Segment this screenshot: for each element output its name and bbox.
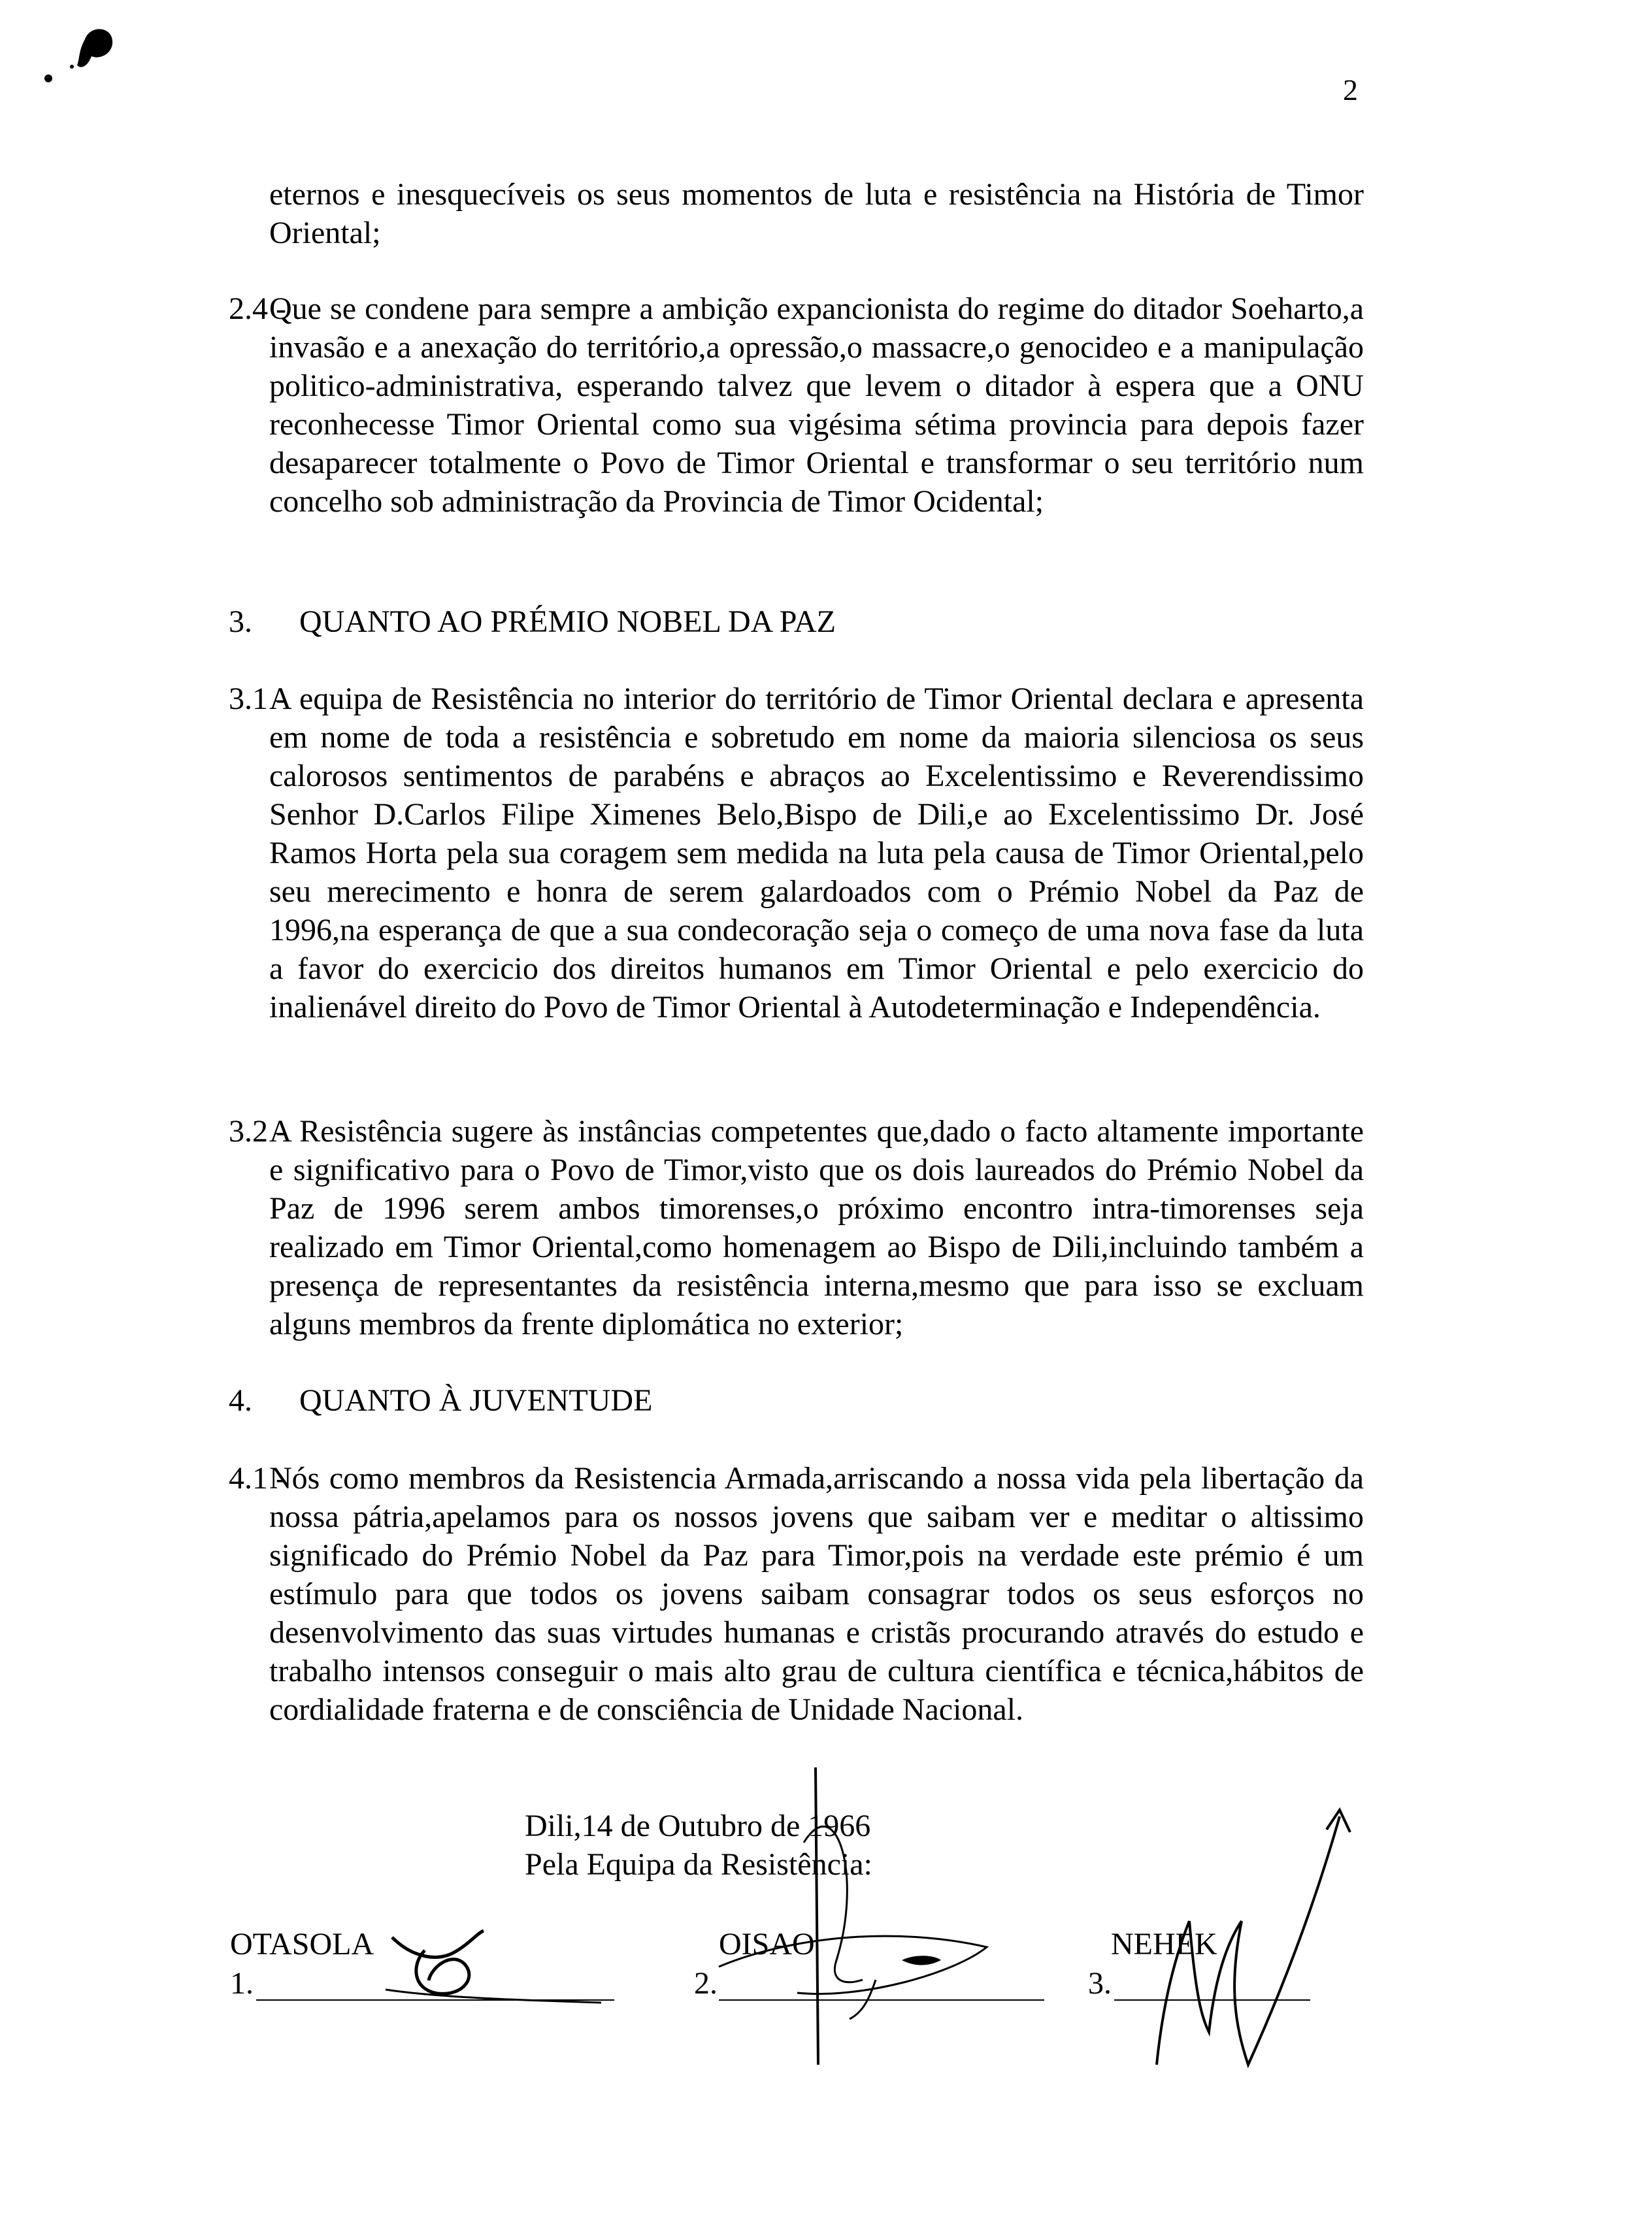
signatory-1-number: 1. xyxy=(230,1966,254,2001)
section-3-number: 3. xyxy=(229,604,252,639)
signatory-2-name: OISAO xyxy=(719,1927,815,1961)
paragraph-3-1-number: 3.1 - xyxy=(229,681,286,716)
paragraph-3-2 xyxy=(229,1112,1364,1343)
section-3-title: QUANTO AO PRÉMIO NOBEL DA PAZ xyxy=(299,604,836,639)
signatory-3-number: 3. xyxy=(1088,1966,1112,2001)
signature-2-scrawl xyxy=(706,1764,1032,2071)
paragraph-2-4-number: 2.4 - xyxy=(229,291,286,326)
section-3-heading xyxy=(229,602,836,641)
paragraph-3-1 xyxy=(229,680,1364,1026)
section-4-heading xyxy=(229,1381,652,1420)
signatory-1-name: OTASOLA xyxy=(230,1927,374,1961)
signature-1-scrawl xyxy=(366,1911,627,2022)
place-and-date: Dili,14 de Outubro de 1966 xyxy=(525,1809,871,1843)
page-number: 2 xyxy=(1343,73,1358,107)
paragraph-2-3-continuation xyxy=(269,175,1364,252)
paragraph-4-1-text: Nós como membros da Resistencia Armada,arriscando a nossa vida pela libertação da nossa pátria,apelamos para os nossos jovens que saibam ver e meditar o altissimo significado do Prémio Nobel da Paz para Timor,pois na verdade este prémio é um estímulo para que todos os jovens saibam consagrar todos os seus esforços no desenvolvimento das suas virtudes humanas e cristãs procurando através do estudo e trabalho intensos conseguir o mais alto grau de cultura científica e técnica,hábitos de cordialidade fraterna e de consciência de Unidade Nacional. xyxy=(269,1461,1364,1727)
signatory-2-number: 2. xyxy=(694,1966,718,2001)
paragraph-4-1 xyxy=(229,1459,1364,1729)
signature-3-scrawl xyxy=(1131,1803,1366,2078)
section-4-title: QUANTO À JUVENTUDE xyxy=(299,1383,653,1418)
signatory-3-name: NEHEK xyxy=(1111,1927,1217,1961)
paragraph-3-1-text: A equipa de Resistência no interior do território de Timor Oriental declara e apresenta em nome de toda a resistência e sobretudo em nome da maioria silenciosa os seus calorosos sentimentos de parabéns e abraços ao Excelentissimo e Reverendissimo Senhor D.Carlos Filipe Ximenes Belo,Bispo de Dili,e ao Excelentissimo Dr. José Ramos Horta pela sua coragem sem medida na luta pela causa de Timor Oriental,pelo seu merecimento e honra de serem galardoados com o Prémio Nobel da Paz de 1996,na esperança de que a sua condecoração seja o começo de uma nova fase da luta a favor do exercicio dos direitos humanos em Timor Oriental e pelo exercicio do inalienável direito do Povo de Timor Oriental à Autodeterminação e Independência. xyxy=(269,681,1364,1025)
paragraph-2-4 xyxy=(229,289,1364,521)
paragraph-4-1-number: 4.1 - xyxy=(229,1461,286,1496)
paragraph-2-4-text: Que se condene para sempre a ambição expancionista do regime do ditador Soeharto,a invasão e a anexação do território,a opressão,o massacre,o genocideo e a manipulação politico-administrativa, esperando talvez que levem o ditador à espera que a ONU reconhecesse Timor Oriental como sua vigésima sétima provincia para depois fazer desaparecer totalmente o Povo de Timor Oriental e transformar o seu território num concelho sob administração da Provincia de Timor Ocidental; xyxy=(269,291,1364,519)
paragraph-2-3-text: eternos e inesquecíveis os seus momentos de luta e resistência na História de Timor Oriental; xyxy=(269,177,1364,250)
paragraph-3-2-text: A Resistência sugere às instâncias competentes que,dado o facto altamente importante e significativo para o Povo de Timor,visto que os dois laureados do Prémio Nobel da Paz de 1996 serem ambos timorenses,o próximo encontro intra-timorenses seja realizado em Timor Oriental,como homenagem ao Bispo de Dili,incluindo também a presença de representantes da resistência interna,mesmo que para isso se excluam alguns membros da frente diplomática no exterior; xyxy=(269,1114,1364,1341)
section-4-number: 4. xyxy=(229,1383,252,1418)
on-behalf-line: Pela Equipa da Resistência: xyxy=(525,1847,872,1882)
ink-blot-mark xyxy=(39,13,131,85)
paragraph-3-2-number: 3.2 - xyxy=(229,1114,286,1149)
